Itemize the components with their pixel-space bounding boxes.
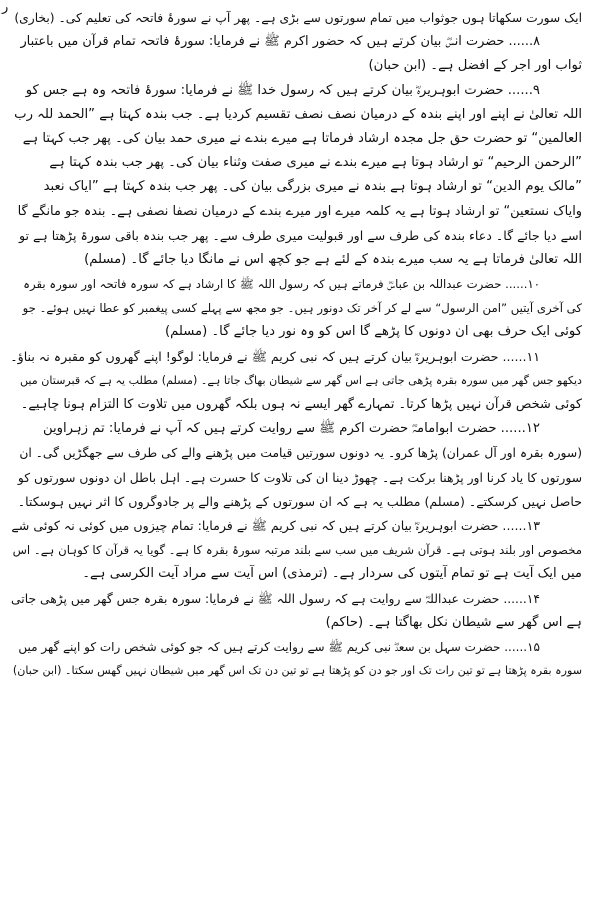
text-line: کی آخری آیتیں ”امن الرسول“ سے لے کر آخر تک دونور ہیں۔ جو مجھ سے پہلے کسی پیغمبر کو عطا نہیں ہوئے۔ جو (22, 301, 582, 316)
hadith-12-line-1: ۱۲...... حضرت ابوامامہؓ حضرت اکرم ﷺ سے روایت کرتے ہیں کہ آپ نے فرمایا: تم زہراوین (42, 421, 540, 437)
text-line: دیکھو جس گھر میں سورہ بقرہ پڑھی جاتی ہے اس گھر سے شیطان بھاگ جاتا ہے۔ (مسلم) مطلب یہ ہے کہ قبرستان میں (19, 373, 582, 387)
text-line: ”الرحمن الرحیم“ تو ارشاد ہوتا ہے میرے بندے نے میری صفت وثناء بیان کی۔ پھر جب بندہ کہتا ہے (49, 155, 582, 171)
text-line: ایک سورت سکھاتا ہوں جوثواب میں تمام سورتوں سے بڑی ہے۔ پھر آپ نے سورۂ فاتحہ کی تعلیم کی۔ (بخاری) (14, 11, 582, 25)
hadith-11-line-1: ۱۱...... حضرت ابوہریرہؓ بیان کرتے ہیں کہ نبی کریم ﷺ نے فرمایا: لوگو! اپنے گھروں کو مقبرہ نہ بناؤ۔ (10, 348, 540, 364)
hadith-15-line-1: ۱۵...... حضرت سہل بن سعدؓ نبی کریم ﷺ سے روایت کرتے ہیں کہ جو کوئی شخص رات کو اپنے گھر میں (18, 639, 540, 654)
text-line: اسے دیا جائے گا۔ دعاء بندہ کی طرف سے اور قبولیت میری طرف سے۔ پھر جب بندہ باقی سورۃ پڑھتا ہے تو (18, 227, 582, 243)
text-line: حاصل نہیں کرسکتے۔ (مسلم) مطلب یہ ہے کہ ان سورتوں کے پڑھنے والے پر جادوگروں کا اثر نہیں ہوسکتا۔ (17, 493, 582, 509)
text-line: مخصوص اور بلند ہوتی ہے۔ قرآن شریف میں سب سے بلند مرتبہ سورۂ بقرہ کا ہے۔ گویا یہ قرآن کا کوہان ہے۔ اس (12, 543, 582, 558)
text-line: العالمین“ تو حضرت حق جل مجدہ ارشاد فرماتا ہے میرے بندے نے میری حمد بیان کی۔ پھر جب کہتا ہے (22, 130, 582, 146)
hadith-8-line-1: ۸...... حضرت انسؓ بیان کرتے ہیں کہ حضور اکرم ﷺ نے فرمایا: سورۂ فاتحہ تمام قرآن میں باعتبار (20, 34, 540, 50)
text-line: سورہ بقرہ پڑھتا ہے تو تین رات تک اور جو دن کو پڑھتا ہے تو تین دن تک اس گھر میں شیطان نہیں گھس سکتا۔ (ابن حبان) (12, 664, 582, 678)
text-line: میں ایک آیت ہے تو تمام آیتوں کی سردار ہے۔ (ترمذی) اس آیت سے مراد آیت الکرسی ہے۔ (82, 566, 582, 582)
text-line: کوئی ایک حرف بھی ان دونوں کا پڑھے گا اس کو وہ نور دیا جائے گا۔ (مسلم) (165, 324, 582, 340)
text-line: کوئی شخص قرآن نہیں پڑھا کرتا۔ تمہارے گھر ایسے نہ ہوں بلکہ گھروں میں تلاوت کا التزام ہونا چاہیے۔ (20, 397, 582, 412)
hadith-9-line-1: ۹...... حضرت ابوہریرہؓ بیان کرتے ہیں کہ رسول خدا ﷺ نے فرمایا: سورۂ فاتحہ وہ ہے جس کو (25, 82, 540, 98)
hadith-13-line-1: ۱۳...... حضرت ابوہریرہؓ بیان کرتے ہیں کہ نبی کریم ﷺ نے فرمایا: تمام چیزوں میں کوئی نہ کوئی شے (11, 517, 540, 533)
corner-mark: ر (2, 0, 9, 15)
text-line: اللہ تعالیٰ فرماتا ہے یہ سب میرے بندہ کے لئے ہے جو کچھ اس نے مانگا دیا جائے گا۔ (مسلم) (84, 251, 582, 267)
hadith-10-line-1: ۱۰...... حضرت عبداللہ بن عباسؓ فرماتے ہیں کہ رسول اللہ ﷺ کا ارشاد ہے کہ سورہ فاتحہ اور سورہ بقرہ (23, 277, 540, 292)
text-line: ہے اس گھر سے شیطان نکل بھاگتا ہے۔ (حاکم) (325, 614, 582, 630)
hadith-14-line-1: ۱۴...... حضرت عبداللہؓ سے روایت ہے کہ رسول اللہ ﷺ نے فرمایا: سورہ بقرہ جس گھر میں پڑھی جاتی (11, 591, 540, 606)
text-line: (سورہ بقرہ اور آل عمران) پڑھا کرو۔ یہ دونوں سورتیں قیامت میں پڑھنے والے کی طرف سے جھگڑیں گی۔ ان (19, 446, 582, 461)
text-line: اللہ تعالیٰ نے اپنے اور اپنے بندہ کے درمیان نصف نصف تقسیم کردیا ہے۔ جب بندہ کہتا ہے ”الحمد للہ رب (14, 106, 582, 122)
text-line: سورتوں کا یاد کرنا اور پڑھنا برکت ہے۔ چھوڑ دینا ان کی تلاوت کا حسرت ہے۔ اہل باطل ان دونوں سورتوں کو (17, 470, 582, 485)
text-line: ”مالک یوم الدین“ تو ارشاد ہوتا ہے بندہ نے میری بزرگی بیان کی۔ پھر جب بندہ کہتا ہے ”ایاک نعبد (43, 179, 582, 195)
text-line: ثواب اور اجر کے افضل ہے۔ (ابن حبان) (368, 58, 582, 74)
text-line: وایاک نستعین“ تو ارشاد ہوتا ہے یہ کلمہ میرے اور میرے بندے کے درمیان نصفا نصفی ہے۔ بندہ جو مانگے گا (17, 203, 582, 219)
